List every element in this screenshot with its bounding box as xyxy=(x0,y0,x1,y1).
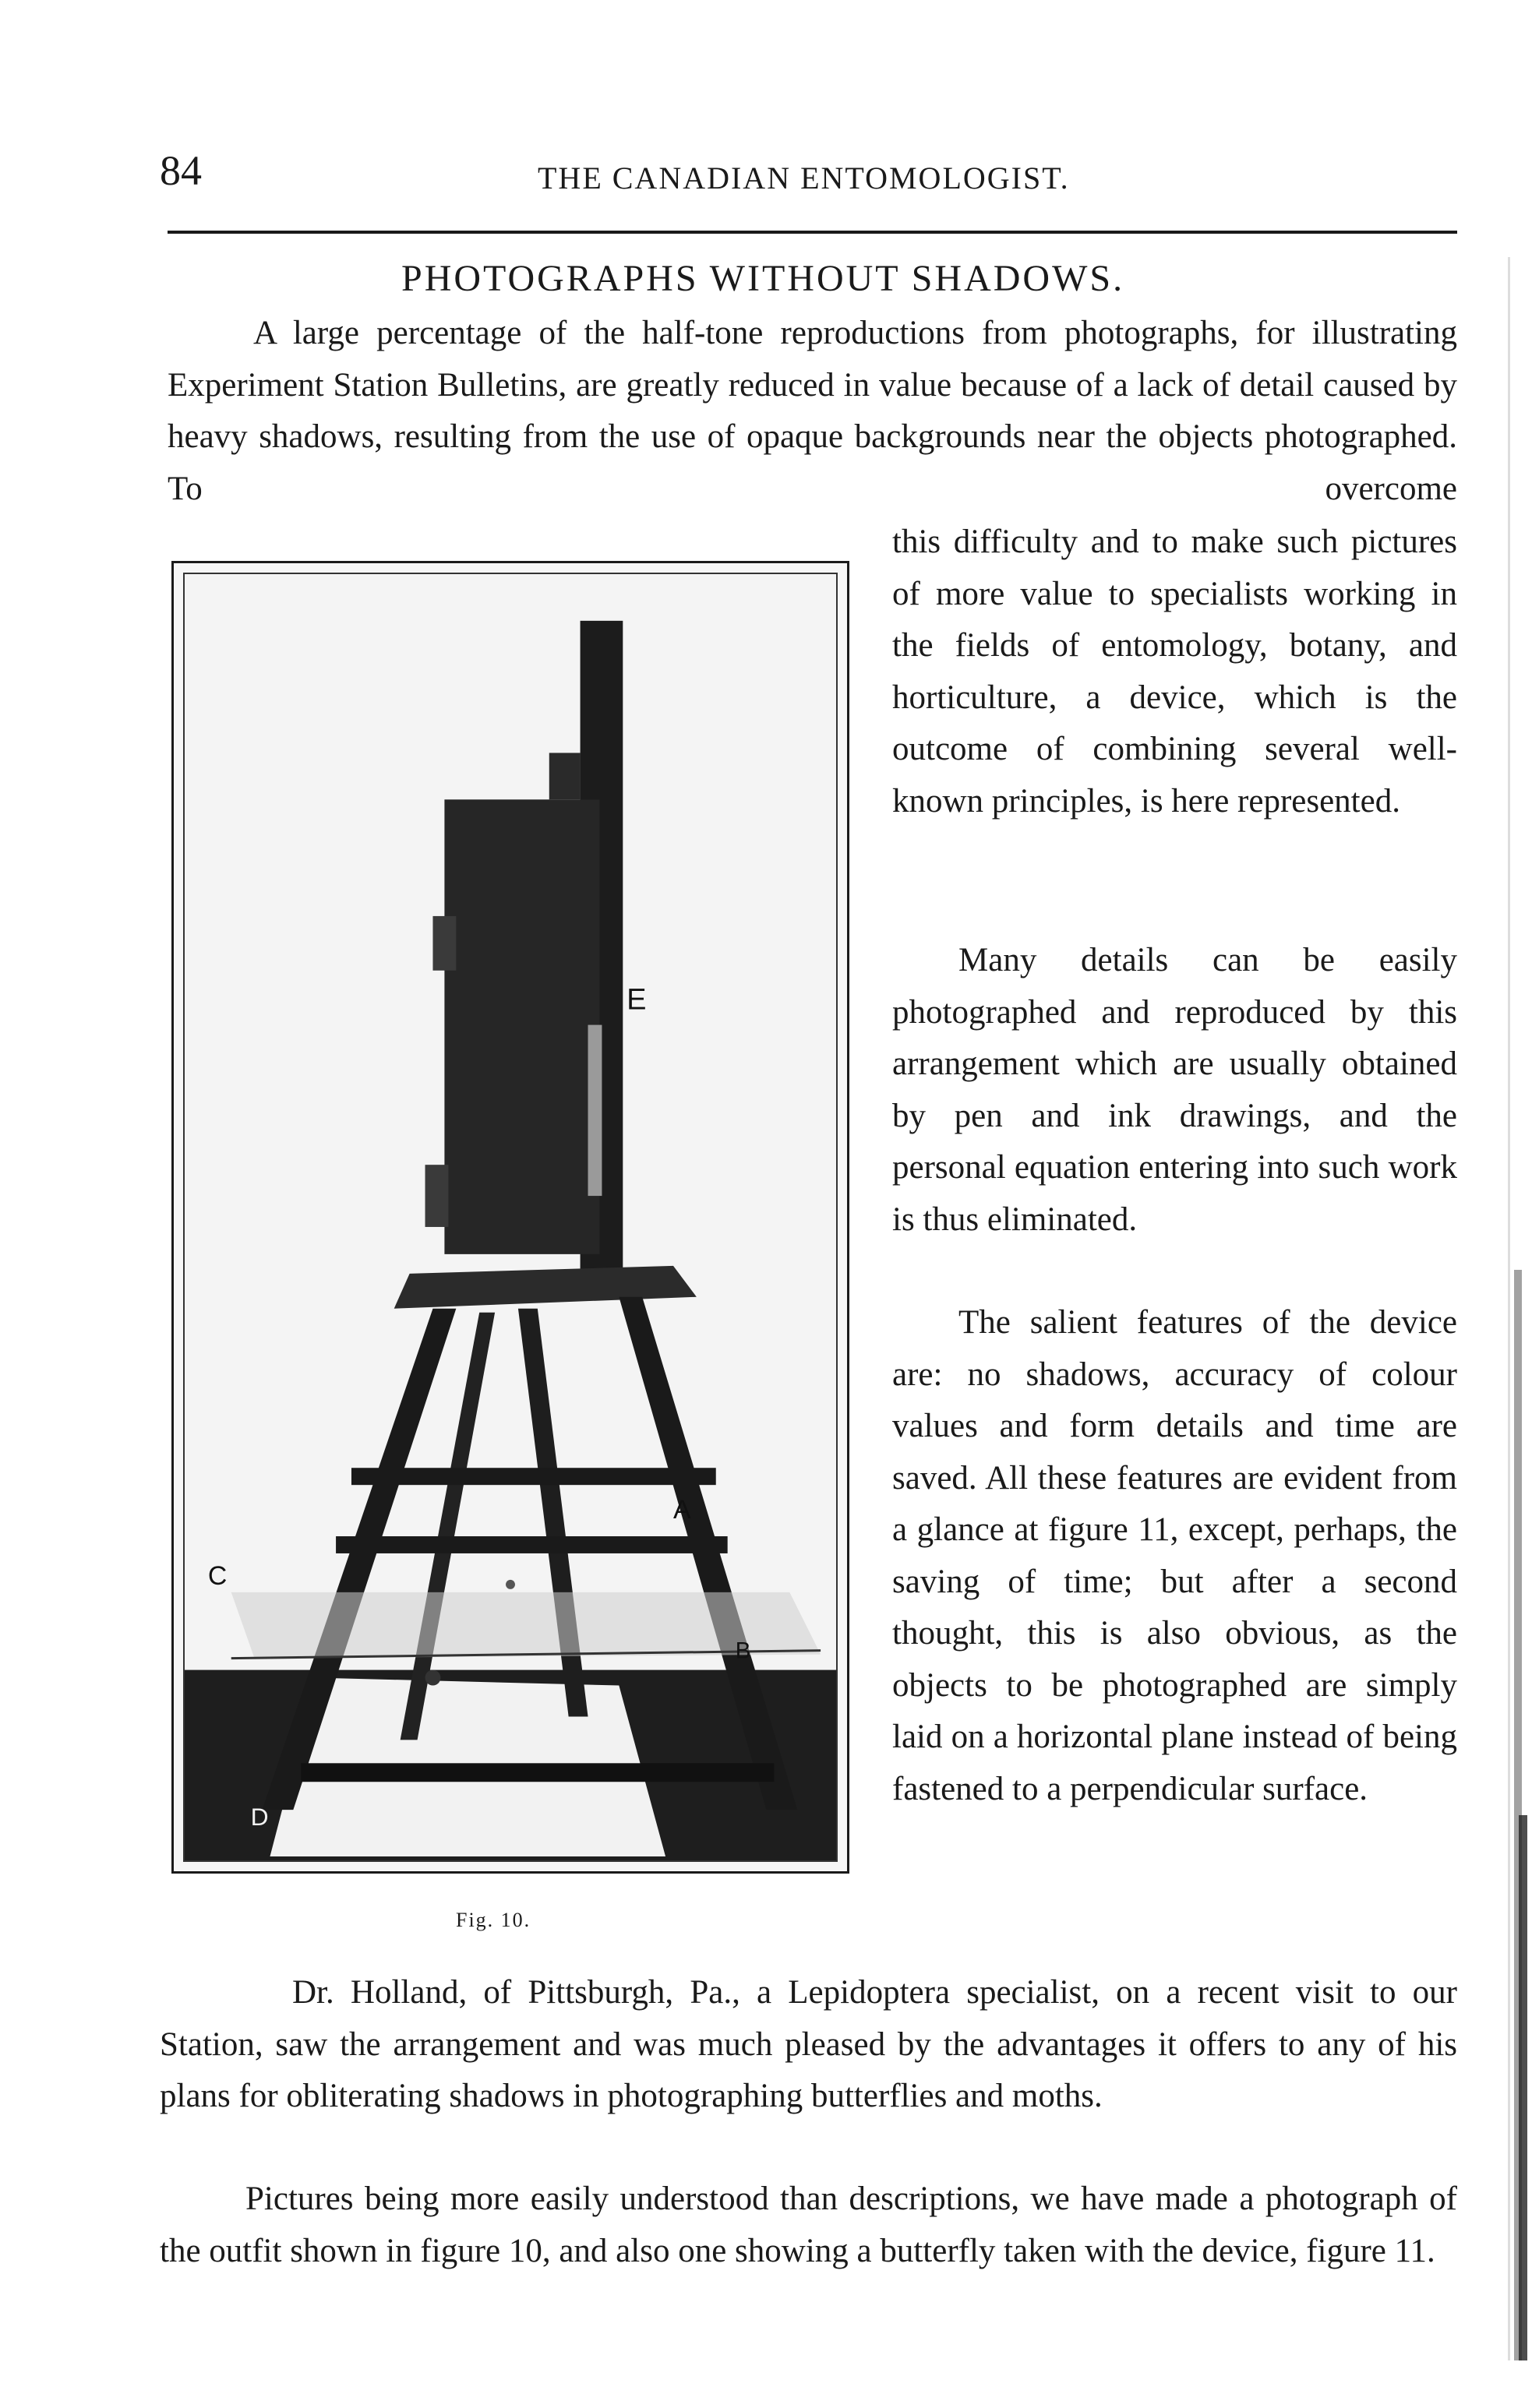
paragraph-intro: A large percentage of the half-tone reproductions from photographs, for illustrating Experiment Station Bulletins, are greatly reduced in value because of a lack of detail caused by heavy shadows, resulting from the use of opaque backgrounds near the objects photographed. To overcome xyxy=(168,315,1457,507)
figure-10 xyxy=(171,561,849,1874)
label-c: C xyxy=(207,1560,228,1591)
scan-edge-shadow xyxy=(1484,257,1527,2360)
paragraph-details: Many details can be easily photographed and reproduced by this arrangement which are usually obtained by pen and ink drawings, and the personal equation entering into such work is thus eliminated. xyxy=(892,942,1457,1238)
paragraph-holland: Dr. Holland, of Pittsburgh, Pa., a Lepidoptera specialist, on a recent visit to our Station, saw the arrangement and was much pleased by the advantages it offers to any of his plans for obliterating shadows in photographing butterflies and moths. xyxy=(160,1974,1457,2114)
paragraph-pictures: Pictures being more easily understood than descriptions, we have made a photograph of the outfit shown in figure 10, and also one showing a butterfly taken with the device, figure 11. xyxy=(160,2181,1457,2269)
label-e: E xyxy=(627,983,647,1017)
article-title: PHOTOGRAPHS WITHOUT SHADOWS. xyxy=(401,258,1125,299)
paragraph-intro-continued: this difficulty and to make such pictures of more value to specialists working in the fields of entomology, botany, and horticulture, a device, which is the outcome of combining several well-known principles, is here represented. xyxy=(892,524,1457,820)
figure-caption: Fig. 10. xyxy=(456,1909,531,1931)
label-a: A xyxy=(673,1495,691,1525)
header-rule xyxy=(168,231,1457,234)
camera-stand-photo xyxy=(185,574,836,1860)
running-header: THE CANADIAN ENTOMOLOGIST. xyxy=(538,160,1070,196)
paragraph-features: The salient features of the device are: no shadows, accuracy of colour values and form details and time are saved. All these features are evident from a glance at figure 11, except, perhaps, the saving of time; but after a second thought, this is also obvious, as the objects to be photographed are simply laid on a horizontal plane instead of being fastened to a perpendicular surface. xyxy=(892,1304,1457,1807)
label-b: B xyxy=(735,1638,751,1664)
label-d: D xyxy=(250,1803,269,1832)
page-number: 84 xyxy=(160,147,202,194)
figure-border xyxy=(183,573,838,1862)
